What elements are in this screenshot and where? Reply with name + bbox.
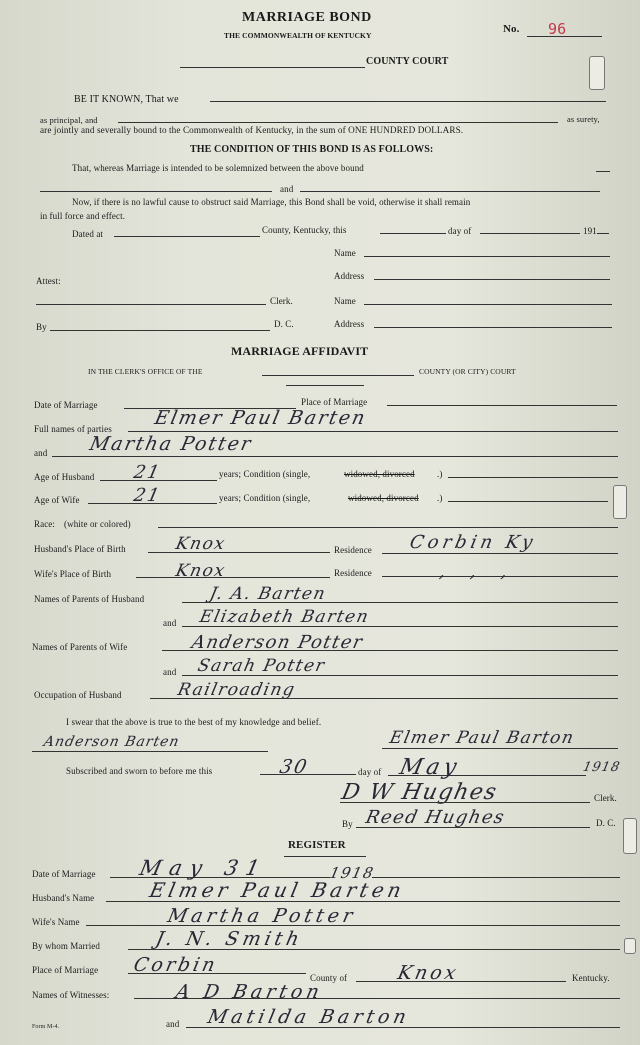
register-husband-label: Husband's Name <box>32 893 95 903</box>
age-husband-label: Age of Husband <box>34 472 95 482</box>
affidavit-county-court: COUNTY (OR CITY) COURT <box>419 367 516 376</box>
parents-wife-label: Names of Parents of Wife <box>32 642 128 652</box>
father-wife-value: Anderson Potter <box>189 632 366 653</box>
register-witness-2: Matilda Barton <box>205 1006 413 1028</box>
clerks-office: IN THE CLERK'S OFFICE OF THE <box>88 367 203 376</box>
register-by-whom-label: By whom Married <box>32 941 100 951</box>
name-label-2: Name <box>334 296 356 306</box>
register-witness-1: A D Barton <box>173 981 326 1003</box>
register-wife-label: Wife's Name <box>32 917 80 927</box>
page-tab-2 <box>613 485 627 519</box>
register-date-value: May 31 <box>137 856 270 880</box>
page-tab <box>589 56 605 90</box>
bond-year-prefix: 191 <box>583 226 597 236</box>
as-surety: as surety, <box>567 114 600 124</box>
register-by-whom-value: J. N. Smith <box>153 928 306 950</box>
wife-close-paren: .) <box>437 493 443 503</box>
affiant-signature: Elmer Paul Barton <box>387 728 577 748</box>
husband-condition: years; Condition (single, <box>219 469 311 479</box>
register-title: REGISTER <box>288 839 346 851</box>
now-if: Now, if there is no lawful cause to obstruct said Marriage, this Bond shall be void, otherwise it shall remain <box>72 197 471 207</box>
deputy-signature: Reed Hughes <box>363 807 508 828</box>
register-kentucky: Kentucky. <box>572 973 610 983</box>
county-ky-this: County, Kentucky, this <box>262 225 347 235</box>
page-tab-3 <box>623 818 637 854</box>
condition-heading: THE CONDITION OF THIS BOND IS AS FOLLOWS: <box>190 144 434 155</box>
occupation-value: Railroading <box>175 680 298 700</box>
register-husband-value: Elmer Paul Barten <box>147 878 408 902</box>
register-county-value: Knox <box>395 962 461 984</box>
bond-title: MARRIAGE BOND <box>242 10 372 25</box>
bond-day-of: day of <box>448 226 472 236</box>
sworn-day-of: day of <box>358 767 382 777</box>
register-wife-value: Martha Potter <box>165 905 359 927</box>
affidavit-and-1: and <box>34 448 48 458</box>
sworn-year: 1918 <box>581 760 622 775</box>
husband-residence-value: Corbin Ky <box>407 532 539 553</box>
wife-residence-value: , , , <box>437 562 520 582</box>
affidavit-clerk: Clerk. <box>594 793 617 803</box>
subscribed-label: Subscribed and sworn to before me this <box>66 766 213 776</box>
race-label: Race: <box>34 519 55 529</box>
be-it-known: BE IT KNOWN, That we <box>74 94 179 105</box>
bond-clerk: Clerk. <box>270 296 293 306</box>
bond-subtitle: THE COMMONWEALTH OF KENTUCKY <box>224 31 372 40</box>
party-2-handwritten: Martha Potter <box>87 433 255 455</box>
husband-birth-label: Husband's Place of Birth <box>34 544 126 554</box>
register-year-value: 1918 <box>328 864 377 882</box>
as-principal: as principal, and <box>40 115 98 125</box>
attest-label: Attest: <box>36 276 61 286</box>
husband-close-paren: .) <box>437 469 443 479</box>
father-husband-value: J. A. Barten <box>207 584 329 604</box>
age-wife-label: Age of Wife <box>34 495 80 505</box>
parents-wife-and: and <box>163 667 177 677</box>
address-label-2: Address <box>334 319 365 329</box>
wife-birth-value: Knox <box>173 561 228 581</box>
wife-birth-label: Wife's Place of Birth <box>34 569 112 579</box>
party-1-handwritten: Elmer Paul Barten <box>152 407 369 429</box>
husband-widowed-divorced: widowed, divorced <box>344 469 415 479</box>
parents-husband-and: and <box>163 618 177 628</box>
register-witnesses-label: Names of Witnesses: <box>32 990 110 1000</box>
witness-signature: Anderson Barten <box>42 734 182 750</box>
race-options: (white or colored) <box>64 519 131 529</box>
register-place-value: Corbin <box>131 954 220 976</box>
mother-husband-value: Elizabeth Barten <box>197 607 372 627</box>
affidavit-dc: D. C. <box>596 818 616 828</box>
age-husband-value: 21 <box>131 462 164 483</box>
wife-residence-label: Residence <box>334 568 372 578</box>
place-of-marriage-label: Place of Marriage <box>301 397 368 407</box>
age-wife-value: 21 <box>131 485 164 506</box>
that-whereas: That, whereas Marriage is intended to be solemnized between the above bound <box>72 163 364 173</box>
parents-husband-label: Names of Parents of Husband <box>34 594 145 604</box>
full-names-label: Full names of parties <box>34 424 112 434</box>
bond-county-court: COUNTY COURT <box>366 56 449 67</box>
clerk-signature: D W Hughes <box>339 780 500 805</box>
register-county-of: County of <box>310 973 348 983</box>
mother-wife-value: Sarah Potter <box>195 656 328 676</box>
affidavit-by: By <box>342 819 353 829</box>
husband-birth-value: Knox <box>173 534 228 554</box>
date-of-marriage-label: Date of Marriage <box>34 400 98 410</box>
wife-widowed-divorced: widowed, divorced <box>348 493 419 503</box>
wife-condition: years; Condition (single, <box>219 493 311 503</box>
name-label-1: Name <box>334 248 356 258</box>
swear-statement: I swear that the above is true to the best of my knowledge and belief. <box>66 717 322 727</box>
form-number: Form M-4. <box>32 1024 60 1030</box>
sworn-day: 30 <box>277 756 311 778</box>
page-tab-4 <box>624 938 636 954</box>
register-and: and <box>166 1019 180 1029</box>
bond-and: and <box>280 184 294 194</box>
bond-dc: D. C. <box>274 319 294 329</box>
occupation-label: Occupation of Husband <box>34 690 122 700</box>
bound-sum: are jointly and severally bound to the Commonwealth of Kentucky, in the sum of ONE HUNDRED DOLLARS. <box>40 125 464 135</box>
affidavit-title: MARRIAGE AFFIDAVIT <box>231 344 369 358</box>
sworn-month: May <box>397 755 463 780</box>
address-label-1: Address <box>334 271 365 281</box>
full-force: in full force and effect. <box>40 211 126 221</box>
bond-by: By <box>36 322 47 332</box>
bond-number-label: No. <box>503 23 520 35</box>
register-date-label: Date of Marriage <box>32 869 96 879</box>
register-place-label: Place of Marriage <box>32 965 99 975</box>
bond-number: 96 <box>548 20 567 38</box>
husband-residence-label: Residence <box>334 545 372 555</box>
dated-at: Dated at <box>72 229 104 239</box>
